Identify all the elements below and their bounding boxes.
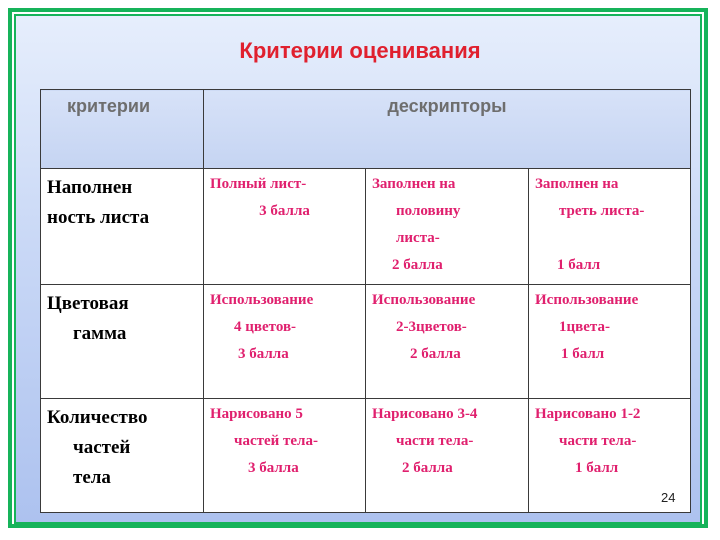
criterion-line: гамма bbox=[73, 323, 127, 344]
descriptor-line: 2-3цветов- bbox=[396, 319, 467, 335]
criteria-table bbox=[40, 89, 691, 513]
descriptor-line: треть листа- bbox=[559, 203, 645, 219]
descriptor-cell bbox=[204, 169, 366, 285]
descriptor-line bbox=[372, 401, 522, 428]
table-row bbox=[41, 169, 691, 285]
descriptor-word: Нарисовано bbox=[372, 406, 454, 422]
table-row bbox=[41, 285, 691, 399]
descriptor-cell bbox=[204, 285, 366, 399]
header-criteria: критерии bbox=[41, 90, 204, 169]
descriptor-line: Использование bbox=[210, 292, 314, 308]
descriptor-line: части тела- bbox=[559, 433, 637, 449]
descriptor-cell bbox=[366, 169, 529, 285]
descriptor-score: 2 балла bbox=[392, 257, 443, 273]
header-descriptors: дескрипторы bbox=[204, 90, 691, 169]
descriptor-line: 4 цветов- bbox=[234, 319, 297, 335]
criterion-cell bbox=[41, 169, 204, 285]
descriptor-word: 3-4 bbox=[457, 406, 478, 422]
descriptor-cell bbox=[366, 285, 529, 399]
descriptor-word: Заполнен bbox=[372, 176, 436, 192]
descriptor-word: на bbox=[602, 176, 619, 192]
descriptor-score: 1 балл bbox=[575, 460, 619, 476]
descriptor-score: 3 балла bbox=[259, 203, 310, 219]
criterion-cell bbox=[41, 285, 204, 399]
descriptor-word: Нарисовано bbox=[535, 406, 617, 422]
descriptor-word: Заполнен bbox=[535, 176, 599, 192]
descriptor-word: 1-2 bbox=[620, 406, 641, 422]
descriptor-score: 2 балла bbox=[410, 346, 461, 362]
criterion-cell bbox=[41, 399, 204, 513]
descriptor-cell bbox=[529, 169, 691, 285]
descriptor-cell bbox=[204, 399, 366, 513]
descriptor-score: 1 балл bbox=[561, 346, 605, 362]
criterion-line: ность листа bbox=[47, 207, 150, 228]
descriptor-word: на bbox=[439, 176, 456, 192]
descriptor-line: части тела- bbox=[396, 433, 474, 449]
criterion-line: Цветовая bbox=[47, 293, 129, 314]
descriptor-score: 3 балла bbox=[238, 346, 289, 362]
descriptor-score: 2 балла bbox=[402, 460, 453, 476]
descriptor-cell bbox=[529, 285, 691, 399]
descriptor-line: Использование bbox=[535, 292, 639, 308]
descriptor-line: листа- bbox=[396, 230, 440, 246]
descriptor-line: 1цвета- bbox=[559, 319, 610, 335]
slide-title: Критерии оценивания bbox=[239, 38, 481, 63]
descriptor-line: Нарисовано 5 bbox=[210, 406, 303, 422]
criterion-line: Наполнен bbox=[47, 177, 133, 198]
table-header-row bbox=[41, 90, 691, 169]
descriptor-line bbox=[372, 171, 522, 198]
descriptor-line: Полный лист- bbox=[210, 176, 307, 192]
page-number: 24 bbox=[661, 490, 676, 505]
criterion-line: Количество bbox=[47, 407, 148, 428]
descriptor-line bbox=[535, 401, 684, 428]
criterion-line: частей bbox=[73, 437, 131, 458]
criterion-line: тела bbox=[73, 467, 111, 488]
descriptor-line bbox=[535, 171, 684, 198]
descriptor-cell bbox=[366, 399, 529, 513]
descriptor-line: половину bbox=[396, 203, 461, 219]
descriptor-line: Использование bbox=[372, 292, 476, 308]
descriptor-score: 3 балла bbox=[248, 460, 299, 476]
descriptor-line: частей тела- bbox=[234, 433, 318, 449]
descriptor-score: 1 балл bbox=[557, 257, 601, 273]
table-row bbox=[41, 399, 691, 513]
